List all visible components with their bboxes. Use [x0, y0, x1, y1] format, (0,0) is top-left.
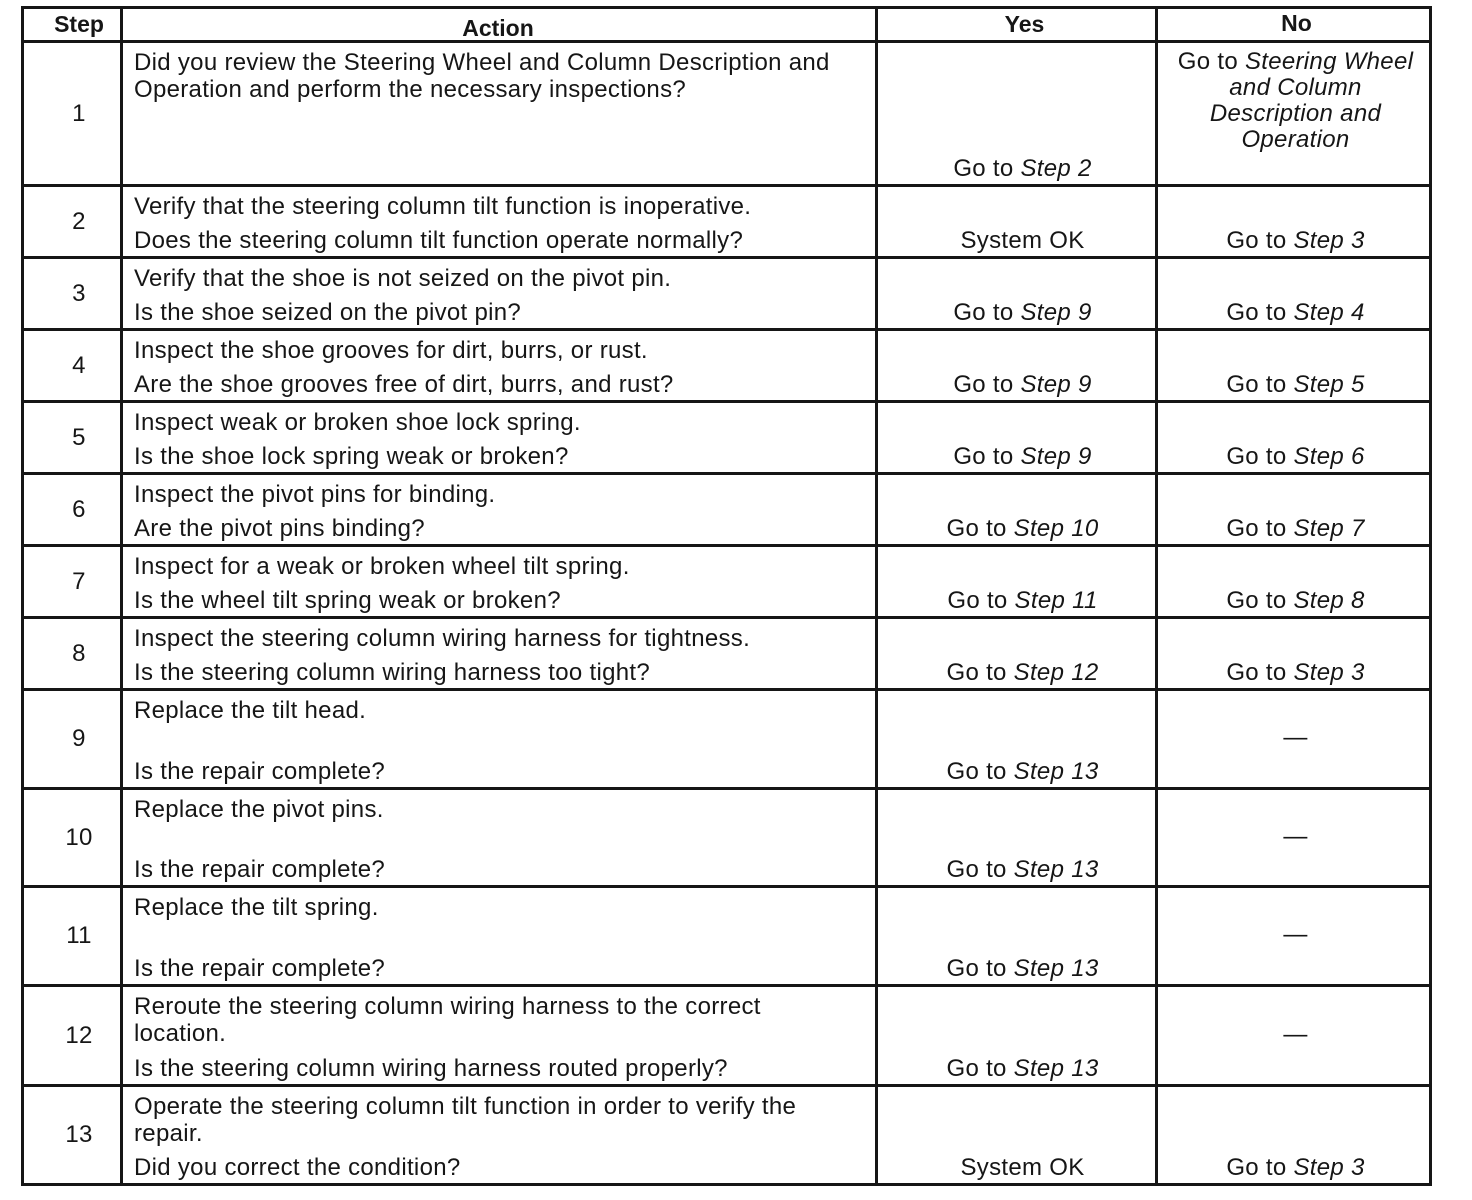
yes-cell: [878, 888, 1158, 987]
action-instruction: [134, 49, 867, 103]
step-reference: Step 8: [1293, 587, 1365, 614]
go-to-label: Go to: [946, 955, 1007, 982]
yes-result: [946, 856, 1098, 883]
action-line: Reroute the steering column wiring harness to the correct: [134, 993, 761, 1020]
yes-result: [960, 227, 1084, 254]
action-cell: [123, 691, 878, 790]
action-instruction: [134, 625, 867, 652]
action-instruction: [134, 481, 867, 508]
reference-link: and Column: [1229, 74, 1362, 101]
yes-result: [953, 299, 1091, 326]
step-reference: Step 10: [1013, 515, 1099, 542]
action-cell: [123, 43, 878, 187]
yes-cell: [878, 547, 1158, 619]
action-question: Is the steering column wiring harness routed properly?: [134, 1055, 728, 1082]
action-line: Operation and perform the necessary inspections?: [134, 76, 687, 103]
action-cell: [123, 259, 878, 331]
header-action: Action: [123, 9, 878, 43]
yes-result: [953, 155, 1091, 182]
yes-cell: [878, 187, 1158, 259]
step-cell: [24, 619, 123, 691]
action-line: Inspect weak or broken shoe lock spring.: [134, 409, 581, 436]
action-question: Is the repair complete?: [134, 758, 386, 785]
action-instruction: [134, 553, 867, 580]
step-cell: [24, 547, 123, 619]
action-line: Inspect the shoe grooves for dirt, burrs, or rust.: [134, 337, 648, 364]
yes-cell: [878, 619, 1158, 691]
step-cell: [24, 403, 123, 475]
step-number: 6: [72, 495, 86, 523]
step-cell: [24, 43, 123, 187]
go-to-label: Go to: [947, 587, 1008, 614]
go-to-label: Go to: [953, 443, 1014, 470]
yes-cell: [878, 691, 1158, 790]
yes-cell: [878, 475, 1158, 547]
no-cell: [1158, 790, 1432, 888]
step-reference: Step 3: [1293, 1154, 1365, 1181]
step-number: 10: [65, 823, 93, 851]
action-question: Are the pivot pins binding?: [134, 515, 425, 542]
yes-cell: [878, 43, 1158, 187]
yes-cell: [878, 403, 1158, 475]
no-result: [1226, 443, 1364, 470]
step-reference: Step 11: [1014, 587, 1098, 614]
action-instruction: [134, 697, 867, 724]
step-number: 5: [72, 423, 86, 451]
yes-result: [947, 587, 1097, 614]
step-cell: [24, 1087, 123, 1186]
step-reference: Step 4: [1293, 299, 1365, 326]
yes-result: [946, 1055, 1098, 1082]
no-cell: [1158, 475, 1432, 547]
step-number: 1: [72, 99, 86, 127]
step-number: 13: [65, 1121, 93, 1148]
action-cell: [123, 888, 878, 987]
no-cell: [1158, 1087, 1432, 1186]
yes-cell: [878, 790, 1158, 888]
yes-result: [946, 659, 1098, 686]
yes-result: [946, 758, 1098, 785]
yes-result: [946, 955, 1098, 982]
step-reference: Step 3: [1293, 659, 1365, 686]
action-question: Does the steering column tilt function operate normally?: [134, 227, 744, 254]
yes-result: [960, 1154, 1084, 1181]
action-line: location.: [134, 1020, 227, 1047]
step-number: 12: [65, 1021, 93, 1049]
yes-result: [946, 515, 1098, 542]
action-question: Are the shoe grooves free of dirt, burrs, and rust?: [134, 371, 674, 398]
yes-cell: [878, 1087, 1158, 1186]
action-line: Verify that the steering column tilt function is inoperative.: [134, 193, 752, 220]
no-result: [1226, 659, 1364, 686]
action-instruction: [134, 193, 867, 220]
step-reference: Step 9: [1020, 371, 1092, 398]
no-text: —: [1283, 822, 1308, 850]
header-step: Step: [24, 9, 123, 43]
reference-link: Steering Wheel: [1244, 48, 1414, 75]
go-to-label: Go to: [946, 659, 1007, 686]
action-question: Did you correct the condition?: [134, 1154, 461, 1181]
no-cell: [1158, 619, 1432, 691]
action-line: Inspect the steering column wiring harness for tightness.: [134, 625, 751, 652]
yes-result: [953, 371, 1091, 398]
go-to-label: Go to: [946, 856, 1007, 883]
step-number: 3: [72, 279, 86, 307]
action-instruction: [134, 337, 867, 364]
diagnostic-table: [21, 6, 1432, 1186]
no-result: [1283, 1021, 1307, 1048]
go-to-label: Go to: [946, 1055, 1007, 1082]
yes-cell: [878, 331, 1158, 403]
step-reference: Step 13: [1013, 856, 1099, 883]
go-to-label: Go to: [1226, 443, 1287, 470]
step-number: 11: [66, 922, 92, 949]
no-cell: [1158, 331, 1432, 403]
action-cell: [123, 331, 878, 403]
action-instruction: [134, 993, 867, 1047]
no-result: [1226, 1154, 1364, 1181]
action-line: Inspect the pivot pins for binding.: [134, 481, 496, 508]
action-line: Verify that the shoe is not seized on the pivot pin.: [134, 265, 672, 292]
yes-cell: [878, 987, 1158, 1087]
no-cell: [1158, 987, 1432, 1087]
step-reference: Step 7: [1293, 515, 1365, 542]
no-line: [1178, 101, 1413, 127]
action-line: Replace the tilt head.: [134, 697, 367, 724]
step-cell: [24, 691, 123, 790]
action-instruction: [134, 1093, 867, 1147]
action-question: Is the steering column wiring harness too tight?: [134, 659, 650, 686]
action-question: Is the shoe seized on the pivot pin?: [134, 299, 522, 326]
step-reference: Step 6: [1293, 443, 1365, 470]
step-cell: [24, 888, 123, 987]
no-cell: [1158, 547, 1432, 619]
no-result: [1226, 227, 1364, 254]
step-number: 7: [72, 567, 86, 595]
go-to-label: Go to: [1226, 299, 1287, 326]
step-cell: [24, 331, 123, 403]
no-cell: [1158, 403, 1432, 475]
go-to-label: Go to: [1226, 1154, 1287, 1181]
step-reference: Step 13: [1013, 955, 1099, 982]
no-result: [1226, 587, 1364, 614]
step-number: 2: [72, 207, 86, 235]
action-cell: [123, 187, 878, 259]
reference-link: Description and: [1209, 100, 1382, 127]
go-to-label: Go to: [1226, 659, 1287, 686]
go-to-label: Go to: [1226, 371, 1287, 398]
yes-cell: [878, 259, 1158, 331]
no-text: —: [1283, 724, 1308, 751]
header-no: No: [1158, 9, 1432, 43]
no-result: [1226, 371, 1364, 398]
action-line: Replace the tilt spring.: [134, 894, 379, 921]
go-to-label: Go to: [953, 155, 1014, 182]
no-result: [1283, 823, 1307, 850]
step-reference: Step 12: [1013, 659, 1099, 686]
yes-result: [953, 443, 1091, 470]
action-cell: [123, 619, 878, 691]
no-cell: [1158, 888, 1432, 987]
action-cell: [123, 790, 878, 888]
no-result: [1226, 515, 1364, 542]
no-text: —: [1283, 921, 1308, 948]
action-line: Operate the steering column tilt function in order to verify the: [134, 1093, 797, 1120]
action-instruction: [134, 265, 867, 292]
go-to-label: Go to: [1226, 587, 1287, 614]
reference-link: Operation: [1241, 126, 1350, 153]
go-to-label: Go to: [953, 371, 1014, 398]
action-instruction: [134, 894, 867, 921]
step-number: 4: [72, 351, 86, 379]
step-cell: [24, 987, 123, 1087]
no-cell: [1158, 259, 1432, 331]
step-reference: Step 9: [1020, 299, 1092, 326]
action-cell: [123, 547, 878, 619]
action-line: repair.: [134, 1120, 203, 1147]
no-text: —: [1283, 1020, 1308, 1048]
no-cell: [1158, 43, 1432, 187]
go-to-label: Go to: [1226, 515, 1287, 542]
step-reference: Step 3: [1293, 227, 1365, 254]
go-to-label: Go to: [1226, 227, 1287, 254]
action-cell: [123, 475, 878, 547]
go-to-label: Go to: [953, 299, 1014, 326]
step-cell: [24, 187, 123, 259]
step-cell: [24, 475, 123, 547]
action-question: Is the repair complete?: [134, 955, 386, 982]
step-reference: Step 13: [1013, 758, 1099, 785]
action-line: Inspect for a weak or broken wheel tilt spring.: [134, 553, 630, 580]
action-line: Replace the pivot pins.: [134, 796, 384, 823]
no-line: [1178, 49, 1413, 75]
go-to-label: Go to: [946, 758, 1007, 785]
no-line: [1178, 75, 1413, 101]
no-result: [1178, 49, 1413, 153]
step-reference: Step 9: [1020, 443, 1092, 470]
no-cell: [1158, 691, 1432, 790]
no-result: [1283, 724, 1307, 751]
step-reference: Step 5: [1293, 371, 1365, 398]
no-cell: [1158, 187, 1432, 259]
no-line: [1178, 127, 1413, 153]
step-cell: [24, 790, 123, 888]
yes-text: System OK: [960, 227, 1085, 254]
step-reference: Step 2: [1020, 155, 1092, 182]
action-cell: [123, 403, 878, 475]
action-cell: [123, 1087, 878, 1186]
go-to-label: Go to: [1177, 48, 1238, 75]
action-instruction: [134, 409, 867, 436]
action-cell: [123, 987, 878, 1087]
no-result: [1226, 299, 1364, 326]
action-question: Is the wheel tilt spring weak or broken?: [134, 587, 561, 614]
action-line: Did you review the Steering Wheel and Column Description and: [134, 49, 830, 76]
action-question: Is the repair complete?: [134, 856, 386, 883]
step-number: 8: [72, 639, 86, 667]
header-yes: Yes: [878, 9, 1158, 43]
go-to-label: Go to: [946, 515, 1007, 542]
action-instruction: [134, 796, 867, 823]
step-cell: [24, 259, 123, 331]
yes-text: System OK: [960, 1154, 1085, 1181]
step-number: 9: [72, 725, 86, 752]
no-result: [1283, 921, 1307, 948]
step-reference: Step 13: [1013, 1055, 1099, 1082]
action-question: Is the shoe lock spring weak or broken?: [134, 443, 569, 470]
